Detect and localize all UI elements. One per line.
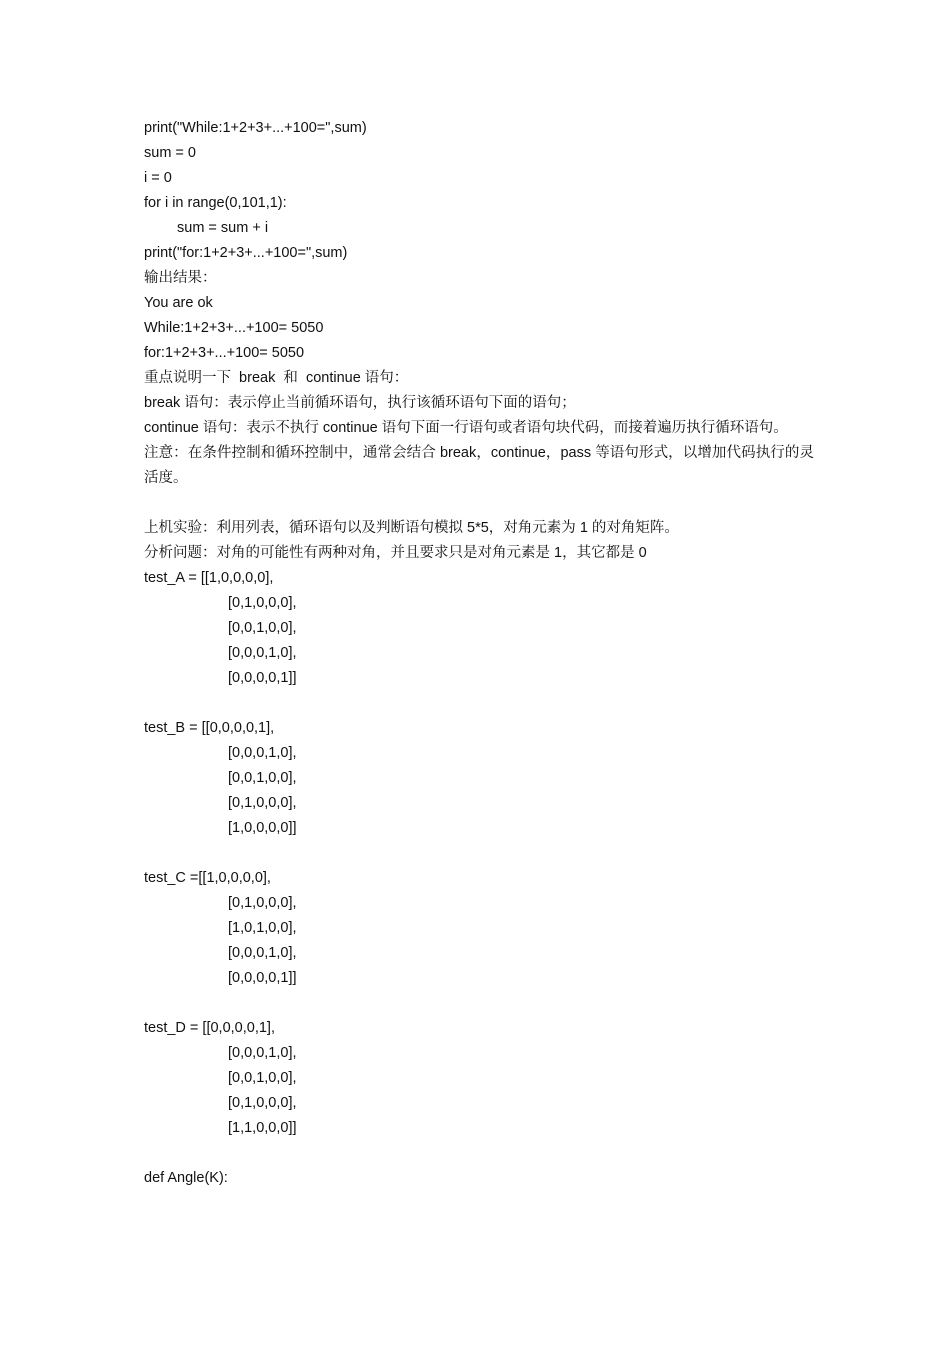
matrix-first-line: test_D = [[0,0,0,0,1],	[144, 1020, 275, 1036]
code-line: print("While:1+2+3+...+100=",sum)	[144, 120, 367, 136]
note-paragraph: 注意：在条件控制和循环控制中，通常会结合 break，continue，pass 等语句形式，以增加代码执行的灵活度。	[144, 445, 814, 486]
matrix-row: [0,0,0,0,1]]	[228, 970, 297, 986]
matrix-row: [0,0,0,1,0],	[228, 1045, 297, 1061]
output-line: You are ok	[144, 295, 213, 311]
matrix-first-line: test_B = [[0,0,0,0,1],	[144, 720, 275, 736]
code-line: i = 0	[144, 170, 172, 186]
output-heading: 输出结果：	[144, 270, 217, 286]
blank-line	[144, 1141, 814, 1166]
function-definition-line: def Angle(K):	[144, 1170, 228, 1186]
matrix-row: [0,1,0,0,0],	[228, 795, 297, 811]
code-line: sum = 0	[144, 145, 196, 161]
matrix-first-line: test_A = [[1,0,0,0,0],	[144, 570, 274, 586]
analysis-paragraph: 分析问题：对角的可能性有两种对角，并且要求只是对角元素是 1，其它都是 0	[144, 545, 647, 561]
matrix-row: [0,0,0,1,0],	[228, 645, 297, 661]
matrix-row: [0,0,1,0,0],	[228, 770, 297, 786]
break-description: break 语句：表示停止当前循环语句，执行该循环语句下面的语句；	[144, 395, 576, 411]
blank-line	[144, 841, 814, 866]
document-content	[144, 116, 814, 1191]
code-line: for i in range(0,101,1):	[144, 195, 287, 211]
matrix-row: [0,0,1,0,0],	[228, 620, 297, 636]
matrix-row: [1,0,1,0,0],	[228, 920, 297, 936]
matrix-first-line: test_C =[[1,0,0,0,0],	[144, 870, 271, 886]
matrix-row: [0,0,0,1,0],	[228, 745, 297, 761]
matrix-row: [0,1,0,0,0],	[228, 895, 297, 911]
continue-description: continue 语句：表示不执行 continue 语句下面一行语句或者语句块代码，而接着遍历执行循环语句。	[144, 420, 788, 436]
matrix-test-c	[144, 866, 814, 991]
blank-line	[144, 491, 814, 516]
output-line: While:1+2+3+...+100= 5050	[144, 320, 324, 336]
output-line: for:1+2+3+...+100= 5050	[144, 345, 305, 361]
blank-line	[144, 691, 814, 716]
matrix-row: [0,1,0,0,0],	[228, 595, 297, 611]
code-line-indented: sum = sum + i	[177, 220, 269, 236]
matrix-row: [0,0,0,0,1]]	[228, 670, 297, 686]
matrix-row: [1,0,0,0,0]]	[228, 820, 297, 836]
matrix-row: [0,0,0,1,0],	[228, 945, 297, 961]
explain-heading: 重点说明一下 break 和 continue 语句：	[144, 370, 409, 386]
matrix-row: [0,1,0,0,0],	[228, 1095, 297, 1111]
blank-line	[144, 991, 814, 1016]
matrix-test-d	[144, 1016, 814, 1141]
matrix-row: [1,1,0,0,0]]	[228, 1120, 297, 1136]
matrix-test-a	[144, 566, 814, 691]
lab-title: 上机实验：利用列表，循环语句以及判断语句模拟 5*5，对角元素为 1 的对角矩阵。	[144, 520, 679, 536]
code-line: print("for:1+2+3+...+100=",sum)	[144, 245, 348, 261]
matrix-row: [0,0,1,0,0],	[228, 1070, 297, 1086]
matrix-test-b	[144, 716, 814, 841]
